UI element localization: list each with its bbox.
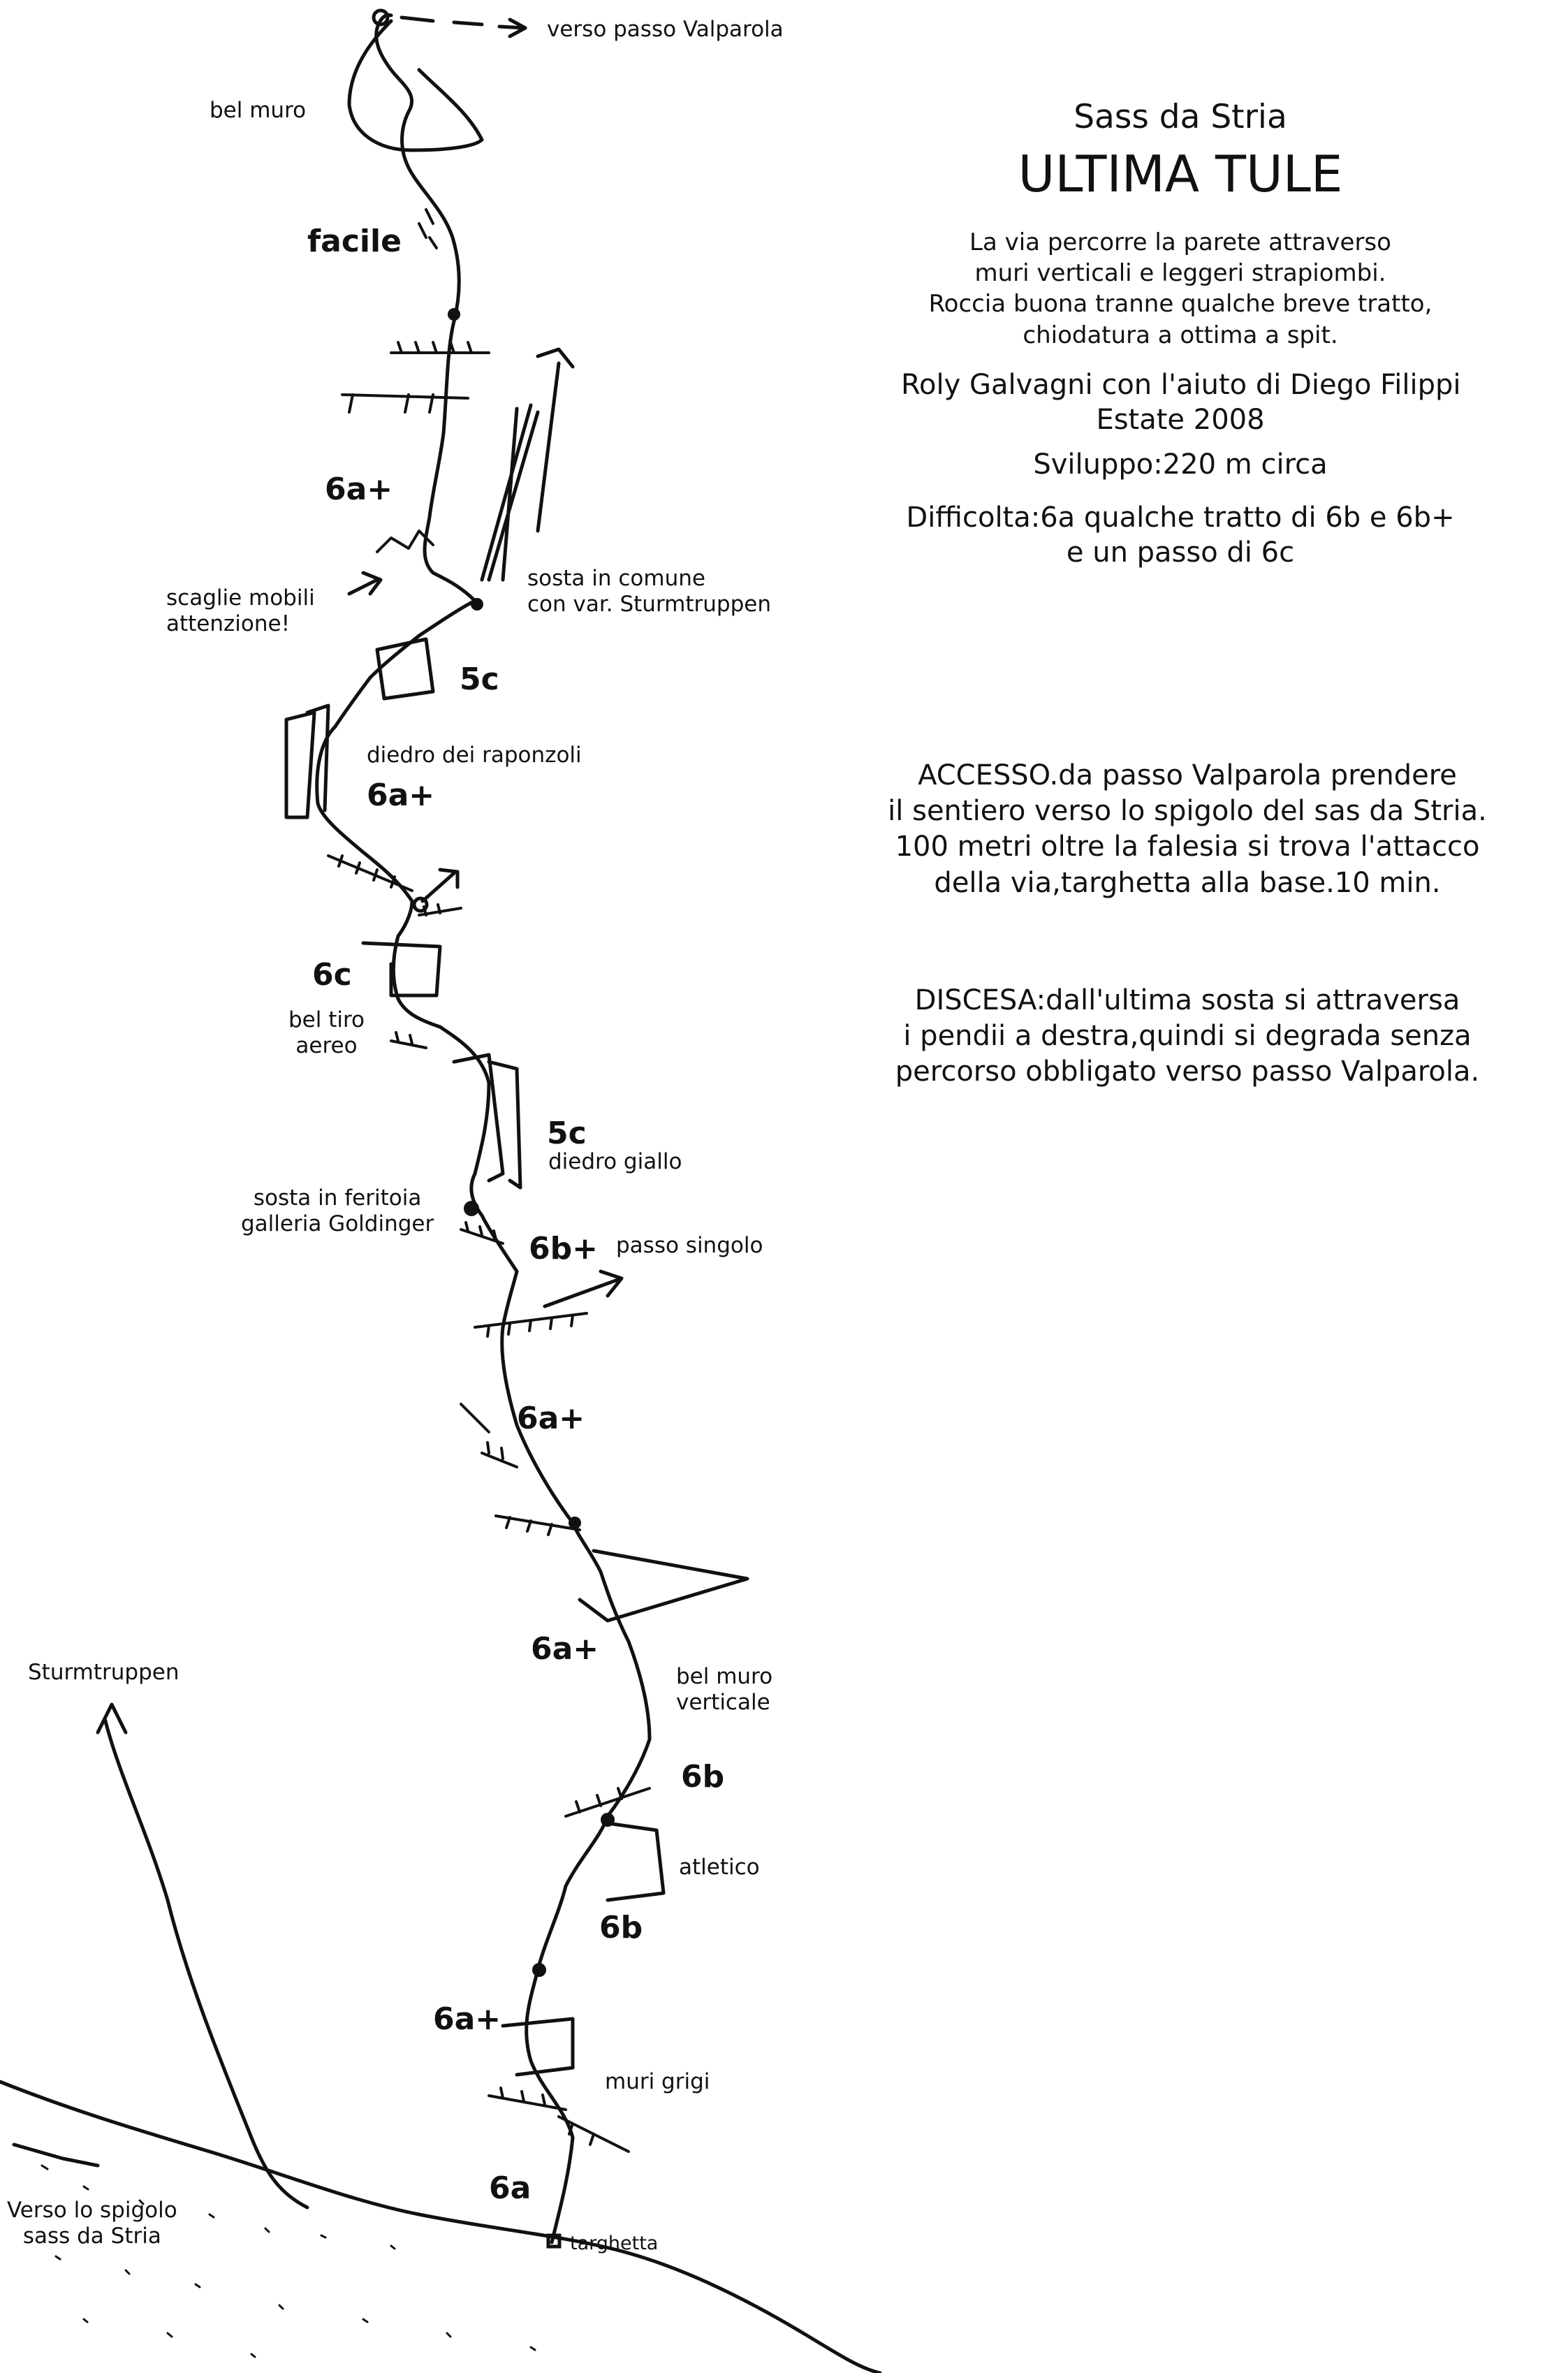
belay-stations [448,308,615,1977]
upper-dihedral [482,405,538,580]
open-station [414,898,427,911]
grade-5c-2: 5c [547,1116,587,1151]
description: La via percorre la parete attraverso muri verticali e leggeri strapiombi. Roccia buona tranne qualche breve tratto, chiodatura a ottima a spit. [928,228,1433,349]
sturmtruppen-arrow [98,1704,126,1732]
grade-6c: 6c [312,957,352,993]
grade-6b-1: 6b [681,1759,725,1795]
note-scaglie: scaglie mobili attenzione! [166,585,315,637]
upper-variant-arrow [538,349,573,531]
note-diedro-giallo: diedro giallo [548,1149,682,1174]
scaglie-arrow [349,573,381,594]
sturmtruppen-line [105,1718,307,2207]
note-atletico: atletico [679,1855,760,1880]
grade-6a-plus-5: 6a+ [433,2001,501,2037]
passo-singolo-arrow [545,1271,622,1306]
grade-6a-plus-1: 6a+ [325,472,393,507]
grade-6a-plus-3: 6a+ [517,1401,585,1436]
difficulty: Difficolta:6a qualche tratto di 6b e 6b+ e un passo di 6c [906,501,1455,569]
box-dihedral-left [286,706,328,817]
subtitle: Sass da Stria [1074,98,1287,136]
note-sosta-comune: sosta in comune con var. Sturmtruppen [527,566,771,618]
note-bel-muro-verticale: bel muro verticale [676,1664,773,1716]
grade-5c-1: 5c [460,662,499,697]
note-passo-singolo: passo singolo [616,1233,763,1258]
length: Sviluppo:220 m circa [1033,448,1328,481]
raponzoli-arrow [423,870,457,901]
grade-6a-plus-2: 6a+ [367,777,435,813]
grade-6a: 6a [489,2170,532,2206]
bel-muro-loop [349,21,482,150]
note-targhetta: targhetta [570,2233,659,2254]
authors: Roly Galvagni con l'aiuto di Diego Filippi [901,368,1461,401]
box-6c [363,943,440,995]
box-muri-grigi [503,2019,573,2075]
note-bel-muro: bel muro [210,98,307,123]
title: ULTIMA TULE [1018,145,1343,203]
box-atletico [608,1823,664,1900]
descent-block: DISCESA:dall'ultima sosta si attraversa i pendii a destra,quindi si degrada senza percorso obbligato verso passo Valparola. [895,984,1480,1088]
note-verso-spigolo: Verso lo spigolo sass da Stria [7,2198,177,2249]
grade-6b-plus: 6b+ [529,1231,598,1266]
credits [901,367,1460,437]
note-bel-tiro: bel tiro aereo [288,1007,365,1059]
note-diedro-raponzoli: diedro dei raponzoli [367,743,582,768]
grade-facile: facile [307,224,402,259]
grade-6a-plus-4: 6a+ [531,1631,599,1667]
note-sturmtruppen: Sturmtruppen [28,1660,179,1685]
exit-arrow [402,17,525,36]
note-sosta-feritoia: sosta in feritoia galleria Goldinger [241,1185,434,1237]
season: Estate 2008 [1096,403,1265,436]
info-header [901,98,1460,570]
access-block: ACCESSO.da passo Valparola prendere il sentiero verso lo spigolo del sas da Stria. 100 metri oltre la falesia si trova l'attacco della via,targhetta alla base.10 min. [888,759,1487,899]
left-slope [14,2145,98,2166]
note-verso-passo: verso passo Valparola [547,17,784,42]
note-muri-grigi: muri grigi [605,2069,710,2094]
route-line [317,15,650,2242]
grade-6b-2: 6b [599,1910,643,1945]
